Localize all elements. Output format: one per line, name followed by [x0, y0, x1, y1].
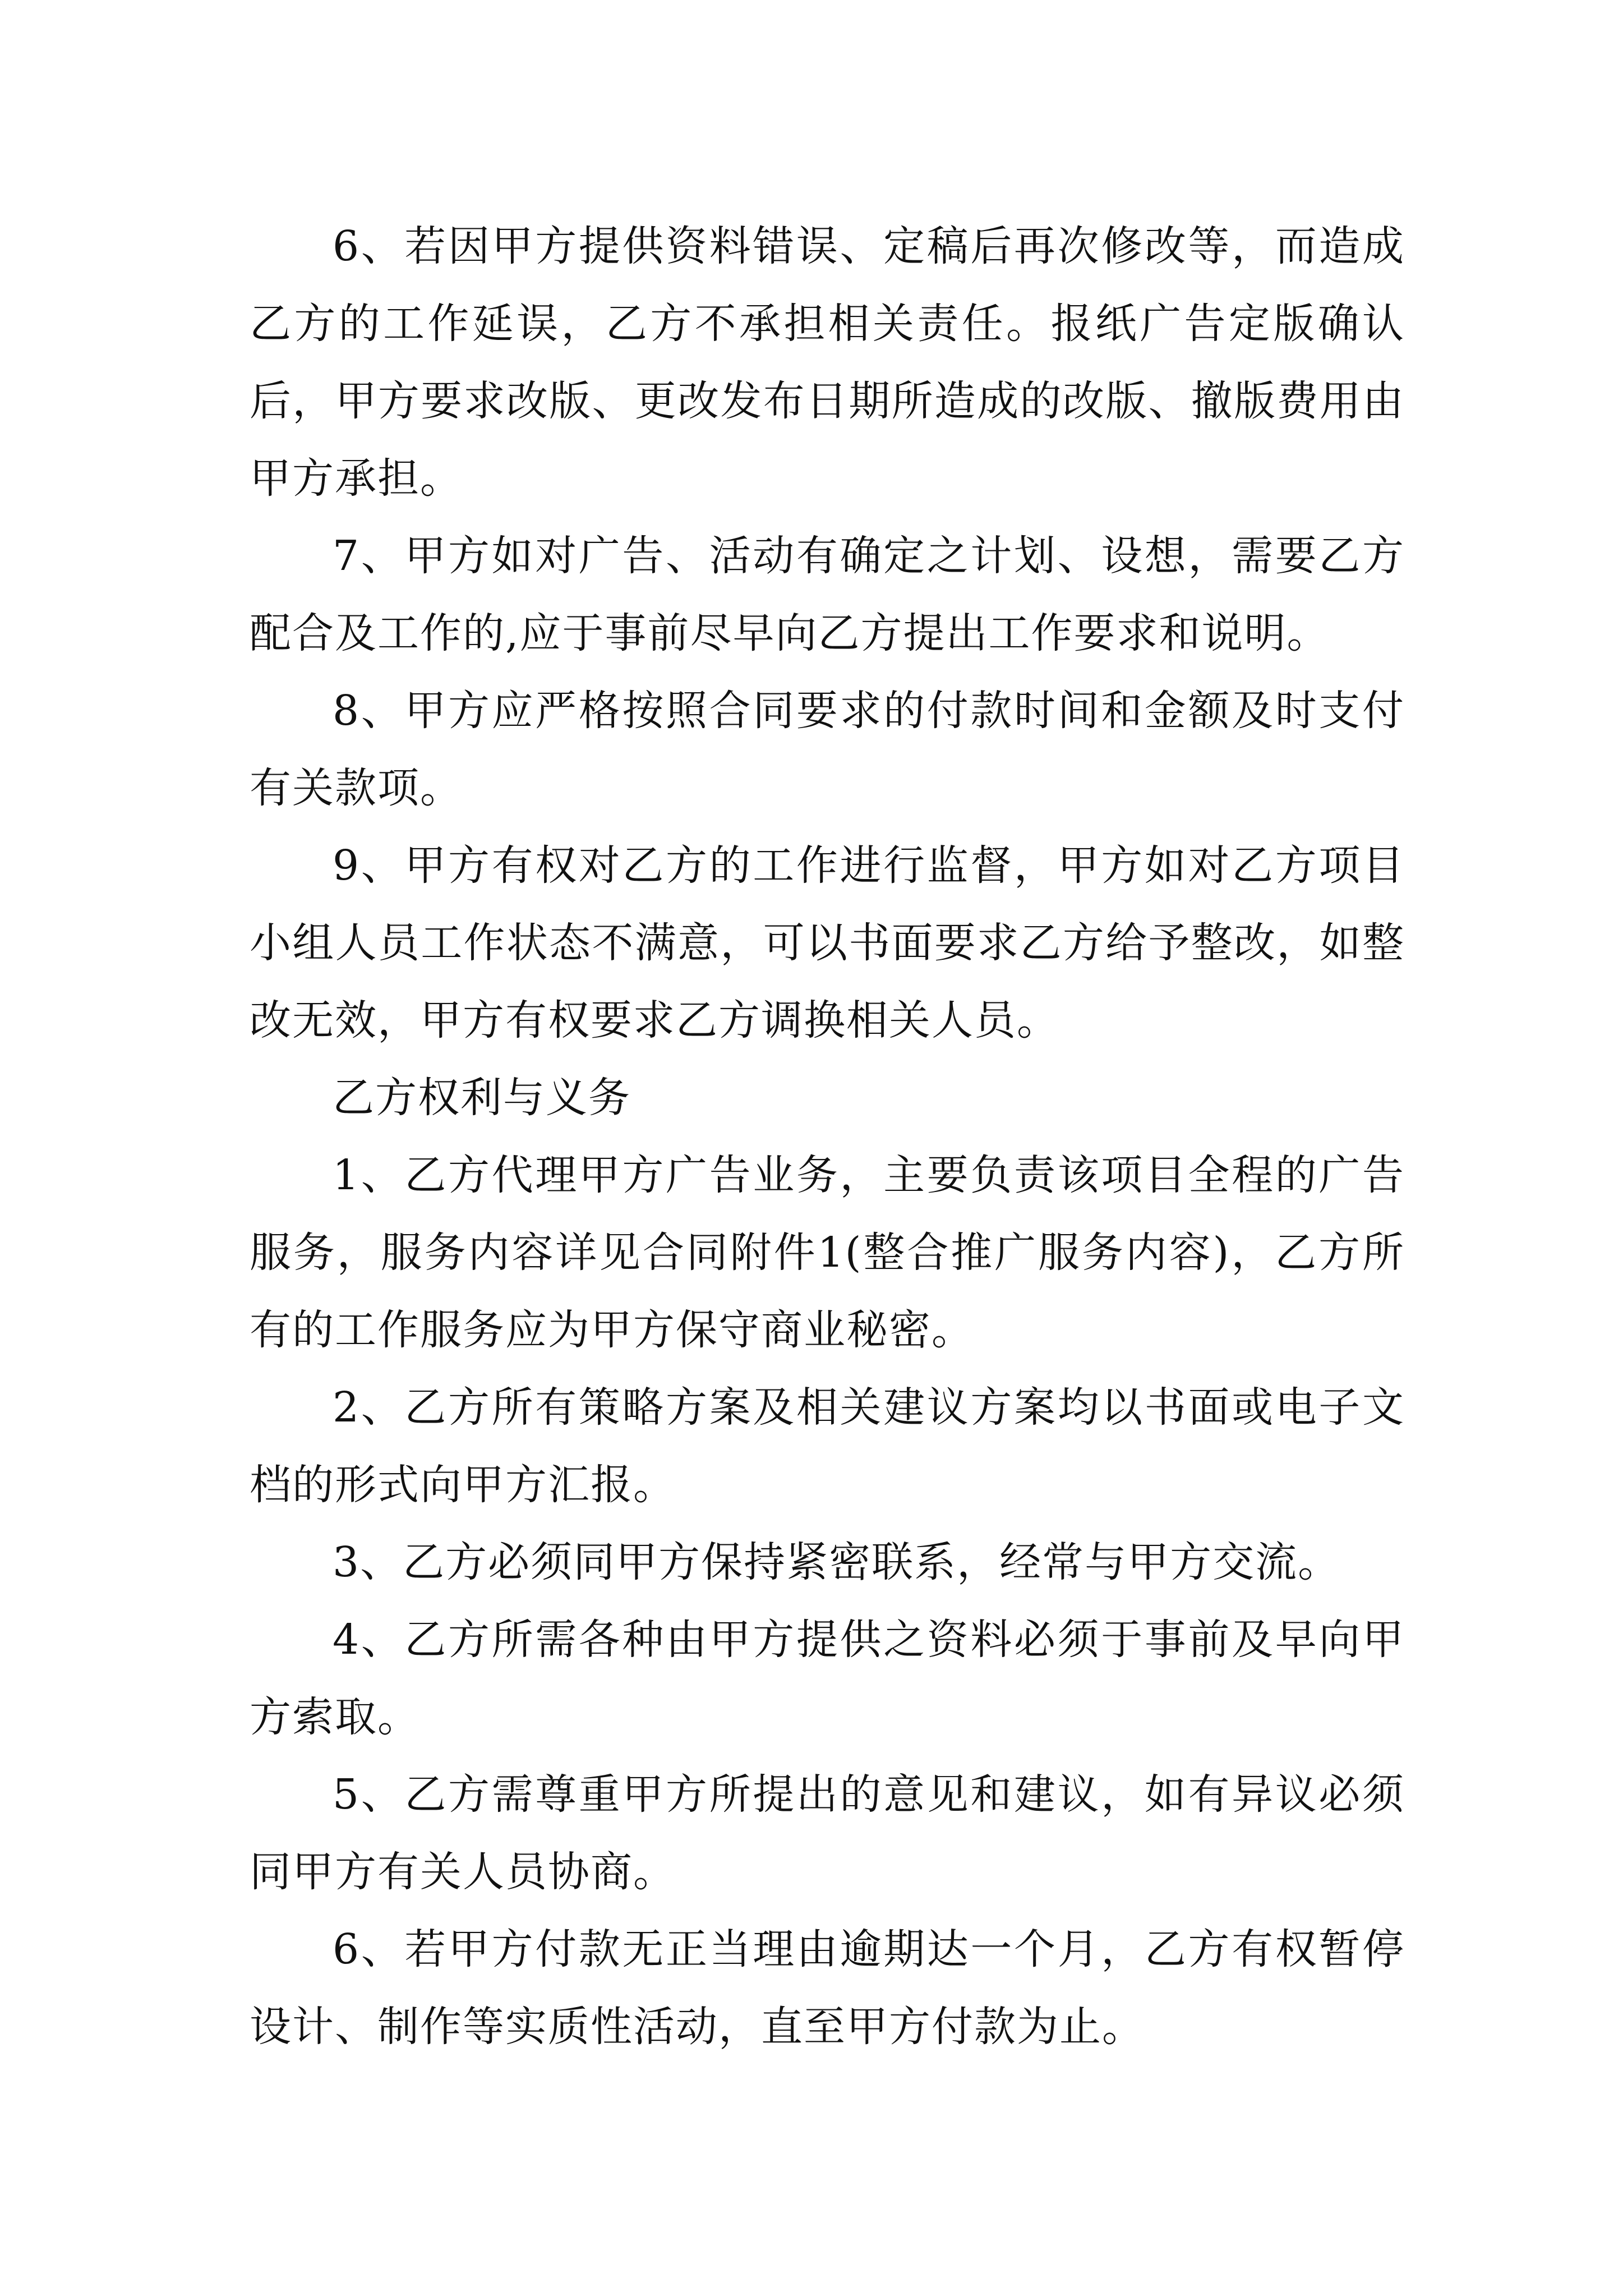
document-body — [250, 208, 1405, 2065]
section-heading-party-b: 乙方权利与义务 — [333, 1074, 631, 1122]
paragraph-b6: 6、若甲方付款无正当理由逾期达一个月，乙方有权暂停设计、制作等实质性活动，直至甲方付款为止。 — [250, 1925, 1405, 2051]
paragraph-b2: 2、乙方所有策略方案及相关建议方案均以书面或电子文档的形式向甲方汇报。 — [250, 1383, 1405, 1509]
paragraph-a6: 6、若因甲方提供资料错误、定稿后再次修改等，而造成乙方的工作延误，乙方不承担相关责任。报纸广告定版确认后，甲方要求改版、更改发布日期所造成的改版、撤版费用由甲方承担。 — [250, 222, 1405, 503]
paragraph-a7: 7、甲方如对广告、活动有确定之计划、设想，需要乙方配合及工作的,应于事前尽早向乙方提出工作要求和说明。 — [250, 532, 1405, 657]
paragraph-b5: 5、乙方需尊重甲方所提出的意见和建议，如有异议必须同甲方有关人员协商。 — [250, 1770, 1405, 1896]
paragraph-b3: 3、乙方必须同甲方保持紧密联系，经常与甲方交流。 — [333, 1538, 1341, 1586]
paragraph-b4: 4、乙方所需各种由甲方提供之资料必须于事前及早向甲方索取。 — [250, 1616, 1405, 1741]
paragraph-a9: 9、甲方有权对乙方的工作进行监督，甲方如对乙方项目小组人员工作状态不满意，可以书面要求乙方给予整改，如整改无效，甲方有权要求乙方调换相关人员。 — [250, 841, 1405, 1045]
paragraph-a8: 8、甲方应严格按照合同要求的付款时间和金额及时支付有关款项。 — [250, 687, 1405, 812]
paragraph-b1: 1、乙方代理甲方广告业务，主要负责该项目全程的广告服务，服务内容详见合同附件1(整合推广服务内容)，乙方所有的工作服务应为甲方保守商业秘密。 — [250, 1151, 1405, 1354]
